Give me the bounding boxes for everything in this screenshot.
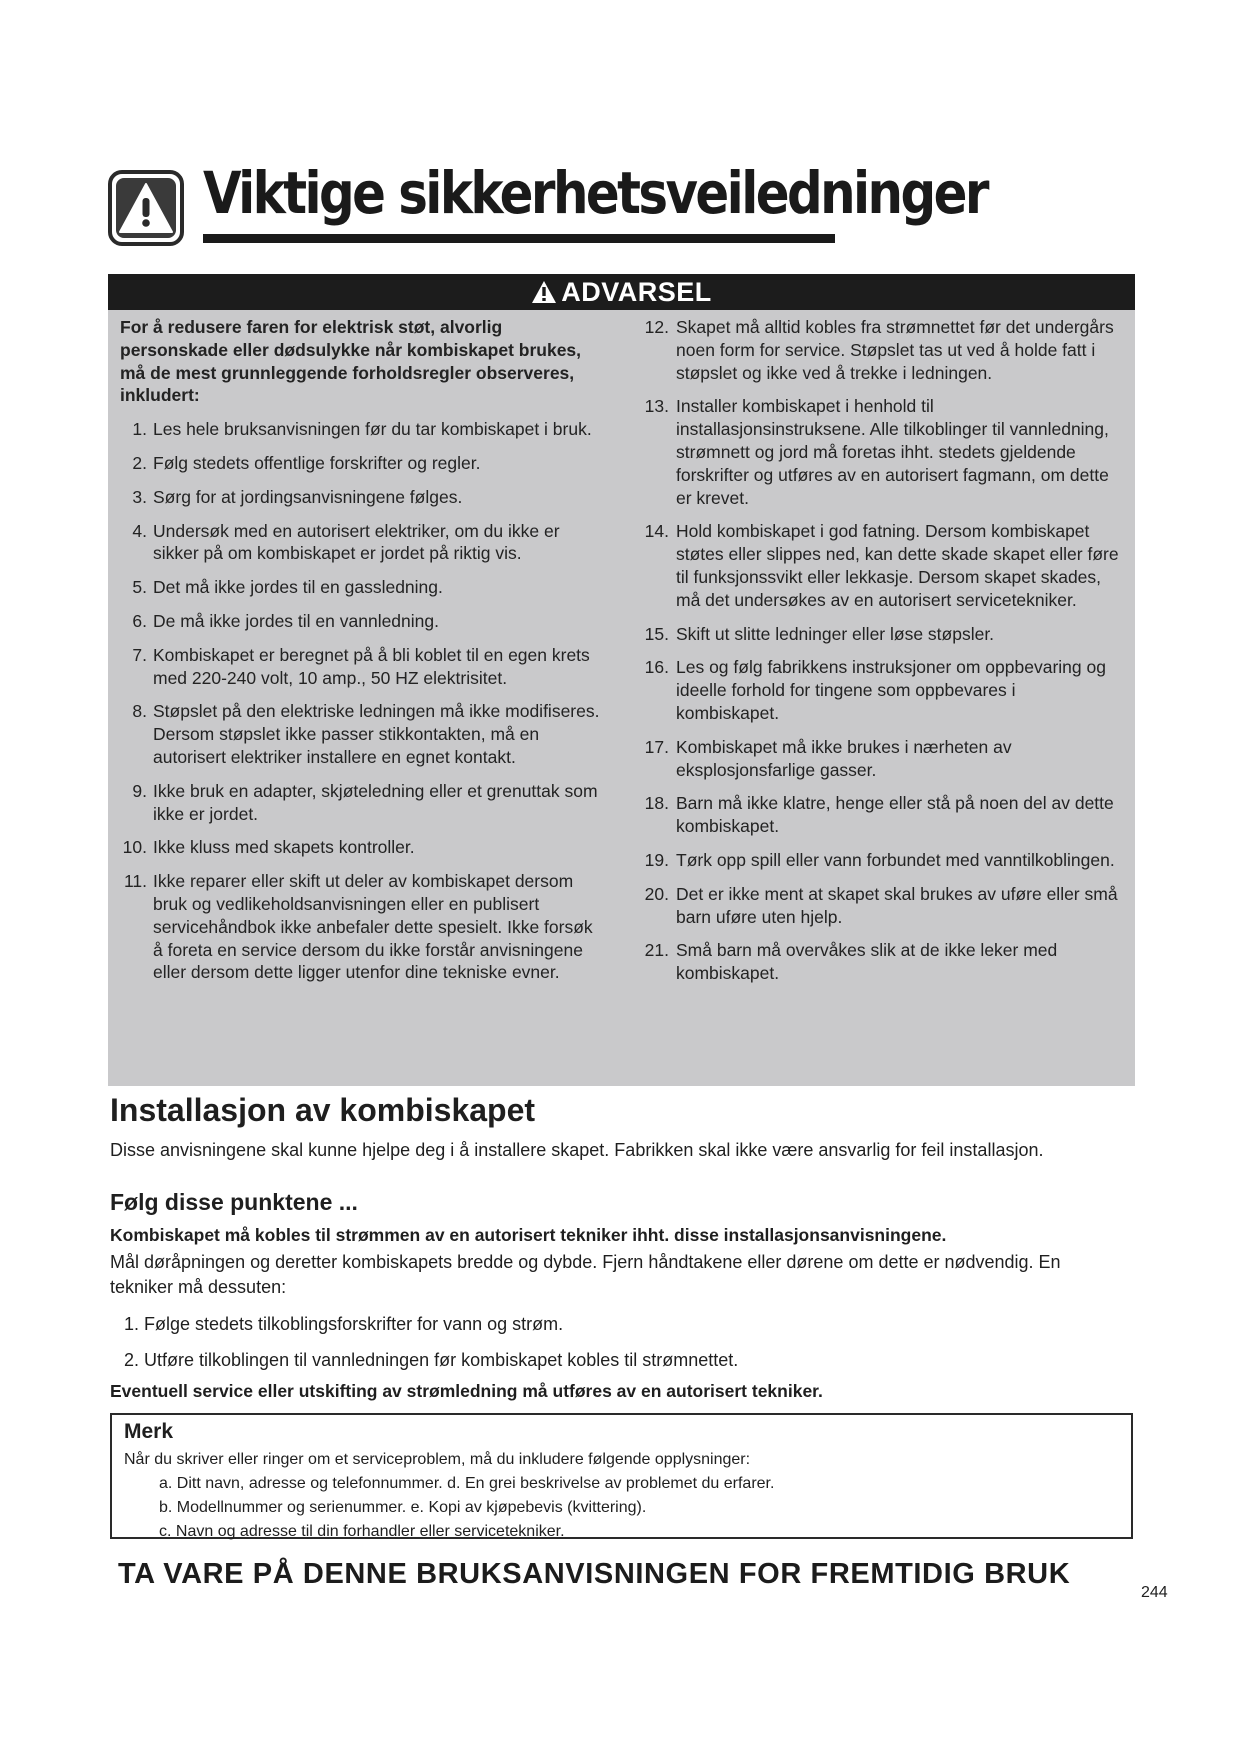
warning-item <box>120 520 600 566</box>
item-text: Kombiskapet er beregnet på å bli koblet til en egen krets med 220-240 volt, 10 amp., 50 HZ elektrisitet. <box>153 644 590 688</box>
page-title: Viktige sikkerhetsveiledninger <box>203 159 987 227</box>
step-list <box>124 1313 738 1385</box>
note-text: Når du skriver eller ringer om et serviceproblem, må du inkludere følgende opplysninger: <box>124 1451 751 1468</box>
item-number: 1. <box>132 419 147 440</box>
item-number: 15. <box>644 623 669 644</box>
note-title: Merk <box>124 1420 174 1443</box>
warning-column-right <box>642 316 1122 996</box>
item-number: 17. <box>644 736 669 757</box>
warning-header-label: ADVARSEL <box>561 277 712 307</box>
warning-list-right <box>642 316 1122 985</box>
item-number: 13. <box>644 396 669 417</box>
warning-triangle-icon <box>531 280 557 304</box>
warning-item <box>642 883 1122 929</box>
item-number: 2. <box>132 452 147 473</box>
item-text: Hold kombiskapet i god fatning. Dersom kombiskapet støtes eller slippes ned, kan dette skade skapet eller føre til funksjonssvikt eller lekkasje. Dersom skapet skades, må det undersøkes av en autorisert servicetekniker. <box>676 521 1119 610</box>
measure-text: Mål døråpningen og deretter kombiskapets bredde og dybde. Fjern håndtakene eller dørene om dette er nødvendig. En tekniker må dessuten: <box>110 1252 1061 1297</box>
item-number: 9. <box>132 780 147 801</box>
item-text: Ikke bruk en adapter, skjøteledning eller et grenuttak som ikke er jordet. <box>153 780 598 824</box>
item-text: Følg stedets offentlige forskrifter og regler. <box>153 452 481 473</box>
note-line-a: a. Ditt navn, adresse og telefonnummer. d. En grei beskrivelse av problemet du erfarer. <box>159 1475 775 1492</box>
bold-instruction: Kombiskapet må kobles til strømmen av en autorisert tekniker ihht. disse installasjonsanvisningene. <box>110 1225 947 1245</box>
warning-list-left <box>120 418 600 984</box>
install-intro: Disse anvisningene skal kunne hjelpe deg i å installere skapet. Fabrikken skal ikke være ansvarlig for feil installasjon. <box>110 1140 1044 1160</box>
warning-item <box>120 418 600 441</box>
footer-banner: TA VARE PÅ DENNE BRUKSANVISNINGEN FOR FREMTIDIG BRUK <box>118 1558 1071 1590</box>
note-line-b: b. Modellnummer og serienummer. e. Kopi av kjøpebevis (kvittering). <box>159 1499 647 1516</box>
item-text: Tørk opp spill eller vann forbundet med vanntilkoblingen. <box>676 849 1115 870</box>
item-number: 8. <box>132 701 147 722</box>
warning-item <box>120 576 600 599</box>
warning-intro: For å redusere faren for elektrisk støt, alvorlig personskade eller dødsulykke når kombiskapet brukes, må de mest grunnleggende forholdsregler observeres, inkludert: <box>120 317 582 406</box>
item-text: Skift ut slitte ledninger eller løse støpsler. <box>676 623 995 644</box>
item-number: 20. <box>644 883 669 904</box>
steps-heading: Følg disse punktene ... <box>110 1189 358 1215</box>
item-number: 14. <box>644 521 669 542</box>
warning-triangle-icon <box>108 170 184 246</box>
item-text: Sørg for at jordingsanvisningene følges. <box>153 486 463 507</box>
item-text: Skapet må alltid kobles fra strømnettet før det undergårs noen form for service. Støpslet tas ut ved å holde fatt i støpslet og ikke ved å trekke i ledningen. <box>676 317 1114 383</box>
warning-item <box>120 870 600 984</box>
item-number: 12. <box>644 317 669 337</box>
item-number: 4. <box>132 520 147 541</box>
item-text: Installer kombiskapet i henhold til installasjonsinstruksene. Alle tilkoblinger til vannledning, strømnett og jord må foretas ihht. stedets gjeldende forskrifter og utføres av en autorisert fagmann, om dette er krevet. <box>676 396 1109 508</box>
service-note: Eventuell service eller utskifting av strømledning må utføres av en autorisert tekniker. <box>110 1381 823 1401</box>
warning-item <box>642 520 1122 611</box>
title-underline <box>203 234 835 243</box>
item-number: 11. <box>123 871 147 892</box>
item-text: Les og følg fabrikkens instruksjoner om oppbevaring og ideelle forhold for tingene som oppbevares i kombiskapet. <box>676 657 1106 723</box>
warning-box <box>108 274 1135 1086</box>
warning-item <box>120 700 600 768</box>
item-text: Ikke reparer eller skift ut deler av kombiskapet dersom bruk og vedlikeholdsanvisningen eller en publisert servicehåndbok ikke anbefaler dette spesielt. Ikke forsøk å foreta en service dersom du ikke forstår anvisningene eller dersom dette ligger utenfor dine tekniske evner. <box>153 871 593 983</box>
warning-item <box>120 486 600 509</box>
item-number: 10. <box>122 837 147 858</box>
item-number: 3. <box>132 486 147 507</box>
item-text: Støpslet på den elektriske ledningen må ikke modifiseres. Dersom støpslet ikke passer stikkontakten, må en autorisert elektriker installere en egnet kontakt. <box>153 701 600 767</box>
note-box <box>110 1413 1133 1539</box>
warning-item <box>642 395 1122 509</box>
warning-item <box>642 792 1122 838</box>
warning-column-left <box>120 316 600 995</box>
warning-item <box>642 316 1122 384</box>
install-heading: Installasjon av kombiskapet <box>110 1092 536 1128</box>
warning-item <box>120 780 600 826</box>
item-text: De må ikke jordes til en vannledning. <box>153 610 439 631</box>
page-number: 244 <box>1141 1584 1168 1601</box>
warning-header <box>108 274 1135 310</box>
warning-item <box>642 656 1122 724</box>
item-text: Barn må ikke klatre, henge eller stå på noen del av dette kombiskapet. <box>676 793 1114 837</box>
item-number: 18. <box>644 793 669 814</box>
warning-item <box>642 939 1122 985</box>
item-number: 19. <box>644 849 669 870</box>
warning-item <box>120 610 600 633</box>
item-number: 5. <box>132 577 147 598</box>
item-text: Les hele bruksanvisningen før du tar kombiskapet i bruk. <box>153 419 592 440</box>
item-text: Ikke kluss med skapets kontroller. <box>153 837 415 858</box>
note-line-c: c. Navn og adresse til din forhandler eller servicetekniker. <box>159 1523 565 1540</box>
warning-item <box>120 644 600 690</box>
warning-item <box>642 736 1122 782</box>
item-number: 6. <box>132 610 147 631</box>
item-text: Kombiskapet må ikke brukes i nærheten av eksplosjonsfarlige gasser. <box>676 736 1012 780</box>
list-item: 2. Utføre tilkoblingen til vannledningen før kombiskapet kobles til strømnettet. <box>124 1350 739 1370</box>
item-text: Undersøk med en autorisert elektriker, om du ikke er sikker på om kombiskapet er jordet på riktig vis. <box>153 520 560 564</box>
item-number: 7. <box>132 644 147 665</box>
item-number: 16. <box>644 657 669 678</box>
list-item: 1. Følge stedets tilkoblingsforskrifter for vann og strøm. <box>124 1314 564 1334</box>
item-number: 21. <box>644 940 669 961</box>
warning-item <box>120 452 600 475</box>
warning-item <box>120 836 600 859</box>
warning-item <box>642 849 1122 872</box>
item-text: Det må ikke jordes til en gassledning. <box>153 577 443 598</box>
warning-item <box>642 623 1122 646</box>
item-text: Det er ikke ment at skapet skal brukes av uføre eller små barn uføre uten hjelp. <box>676 883 1118 927</box>
item-text: Små barn må overvåkes slik at de ikke leker med kombiskapet. <box>676 940 1058 984</box>
